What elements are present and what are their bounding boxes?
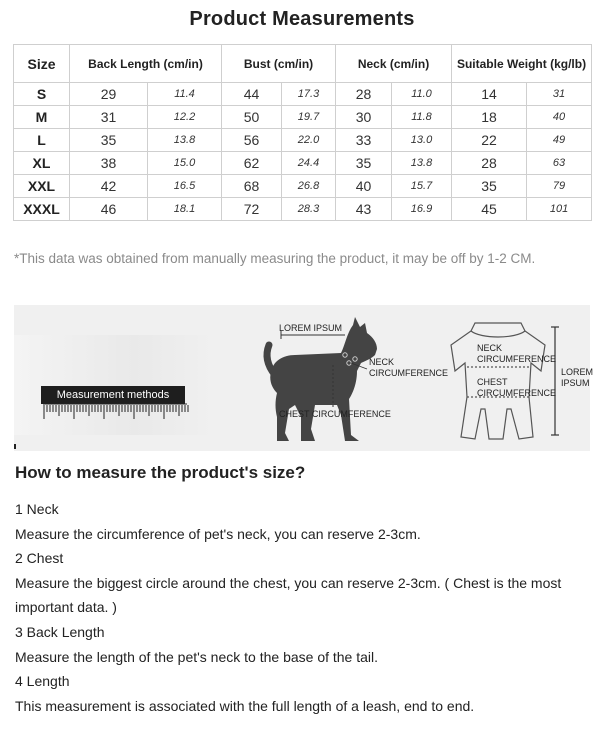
cell-back-cm: 38 xyxy=(70,152,148,175)
cell-neck-in: 13.8 xyxy=(392,152,452,175)
dog-and-garment-diagram xyxy=(249,305,594,451)
cell-neck-cm: 40 xyxy=(336,175,392,198)
cell-size: XXXL xyxy=(14,198,70,221)
cell-bust-cm: 62 xyxy=(222,152,282,175)
cell-neck-in: 15.7 xyxy=(392,175,452,198)
table-header-row xyxy=(14,45,592,83)
cell-back-cm: 46 xyxy=(70,198,148,221)
measurement-illustration xyxy=(14,305,594,451)
length-text: This measurement is associated with the full length of a leash, end to end. xyxy=(15,697,475,714)
cell-neck-cm: 33 xyxy=(336,129,392,152)
chest-title: 2 Chest xyxy=(15,550,64,567)
dog-chest-label: CHEST CIRCUMFERENCE xyxy=(279,409,391,419)
cell-neck-cm: 35 xyxy=(336,152,392,175)
cell-weight-lb: 101 xyxy=(527,198,592,221)
cell-bust-cm: 72 xyxy=(222,198,282,221)
cell-weight-kg: 14 xyxy=(452,83,527,106)
cell-size: XL xyxy=(14,152,70,175)
back-length-title: 3 Back Length xyxy=(15,623,105,640)
cell-neck-cm: 43 xyxy=(336,198,392,221)
cell-bust-cm: 68 xyxy=(222,175,282,198)
header-back-length: Back Length (cm/in) xyxy=(70,45,222,83)
header-size: Size xyxy=(14,45,70,83)
cell-weight-kg: 22 xyxy=(452,129,527,152)
chest-text: Measure the biggest circle around the chest, you can reserve 2-3cm. ( Chest is the most important data. ) xyxy=(15,574,562,616)
cell-size: M xyxy=(14,106,70,129)
cell-bust-cm: 56 xyxy=(222,129,282,152)
cell-bust-in: 24.4 xyxy=(282,152,336,175)
cell-back-in: 16.5 xyxy=(148,175,222,198)
garment-chest-label-1: CHEST xyxy=(477,377,508,387)
cell-size: S xyxy=(14,83,70,106)
cell-back-in: 13.8 xyxy=(148,129,222,152)
cell-back-cm: 42 xyxy=(70,175,148,198)
cell-weight-kg: 28 xyxy=(452,152,527,175)
cell-back-cm: 31 xyxy=(70,106,148,129)
length-title: 4 Length xyxy=(15,673,70,690)
cell-weight-lb: 63 xyxy=(527,152,592,175)
header-weight: Suitable Weight (kg/lb) xyxy=(452,45,592,83)
table-row xyxy=(14,106,592,129)
cell-weight-lb: 31 xyxy=(527,83,592,106)
cell-weight-lb: 40 xyxy=(527,106,592,129)
cell-bust-in: 22.0 xyxy=(282,129,336,152)
cell-weight-kg: 35 xyxy=(452,175,527,198)
table-row xyxy=(14,175,592,198)
cell-bust-cm: 50 xyxy=(222,106,282,129)
measurement-note: *This data was obtained from manually measuring the product, it may be off by 1-2 CM. xyxy=(14,251,536,266)
cell-bust-in: 17.3 xyxy=(282,83,336,106)
table-row xyxy=(14,198,592,221)
measurement-guide xyxy=(15,497,595,718)
dog-back-length-label: LOREM IPSUM xyxy=(279,323,343,333)
size-chart-table xyxy=(13,44,592,221)
cell-bust-cm: 44 xyxy=(222,83,282,106)
cell-neck-in: 13.0 xyxy=(392,129,452,152)
cell-neck-in: 11.8 xyxy=(392,106,452,129)
cell-weight-lb: 49 xyxy=(527,129,592,152)
cell-back-in: 15.0 xyxy=(148,152,222,175)
garment-neck-label-1: NECK xyxy=(477,343,503,353)
neck-title: 1 Neck xyxy=(15,501,59,517)
cell-bust-in: 26.8 xyxy=(282,175,336,198)
garment-chest-label-2: CIRCUMFERENCE xyxy=(477,388,557,398)
cell-back-in: 12.2 xyxy=(148,106,222,129)
cell-weight-kg: 45 xyxy=(452,198,527,221)
table-row xyxy=(14,152,592,175)
neck-text: Measure the circumference of pet's neck, you can reserve 2-3cm. xyxy=(15,525,421,542)
cell-back-cm: 35 xyxy=(70,129,148,152)
header-neck: Neck (cm/in) xyxy=(336,45,452,83)
ruler-label: Measurement methods xyxy=(41,386,185,404)
cell-neck-in: 16.9 xyxy=(392,198,452,221)
decorative-mark xyxy=(14,444,16,449)
cell-neck-in: 11.0 xyxy=(392,83,452,106)
table-row xyxy=(14,83,592,106)
dog-neck-label-2: CIRCUMFERENCE xyxy=(369,368,449,378)
header-bust: Bust (cm/in) xyxy=(222,45,336,83)
ruler-icon xyxy=(41,404,191,426)
back-length-text: Measure the length of the pet's neck to the base of the tail. xyxy=(15,648,379,665)
cell-back-in: 11.4 xyxy=(148,83,222,106)
cell-neck-cm: 28 xyxy=(336,83,392,106)
cell-neck-cm: 30 xyxy=(336,106,392,129)
garment-length-label-2: IPSUM xyxy=(561,378,590,388)
dog-silhouette-icon xyxy=(267,317,377,441)
cell-back-cm: 29 xyxy=(70,83,148,106)
table-row xyxy=(14,129,592,152)
cell-bust-in: 28.3 xyxy=(282,198,336,221)
guide-heading: How to measure the product's size? xyxy=(15,463,306,482)
cell-size: L xyxy=(14,129,70,152)
cell-weight-lb: 79 xyxy=(527,175,592,198)
garment-length-label-1: LOREM xyxy=(561,367,594,377)
page-title: Product Measurements xyxy=(189,8,415,30)
cell-weight-kg: 18 xyxy=(452,106,527,129)
cell-bust-in: 19.7 xyxy=(282,106,336,129)
cell-size: XXL xyxy=(14,175,70,198)
garment-neck-label-2: CIRCUMFERENCE xyxy=(477,354,557,364)
cell-back-in: 18.1 xyxy=(148,198,222,221)
dog-neck-label-1: NECK xyxy=(369,357,395,367)
